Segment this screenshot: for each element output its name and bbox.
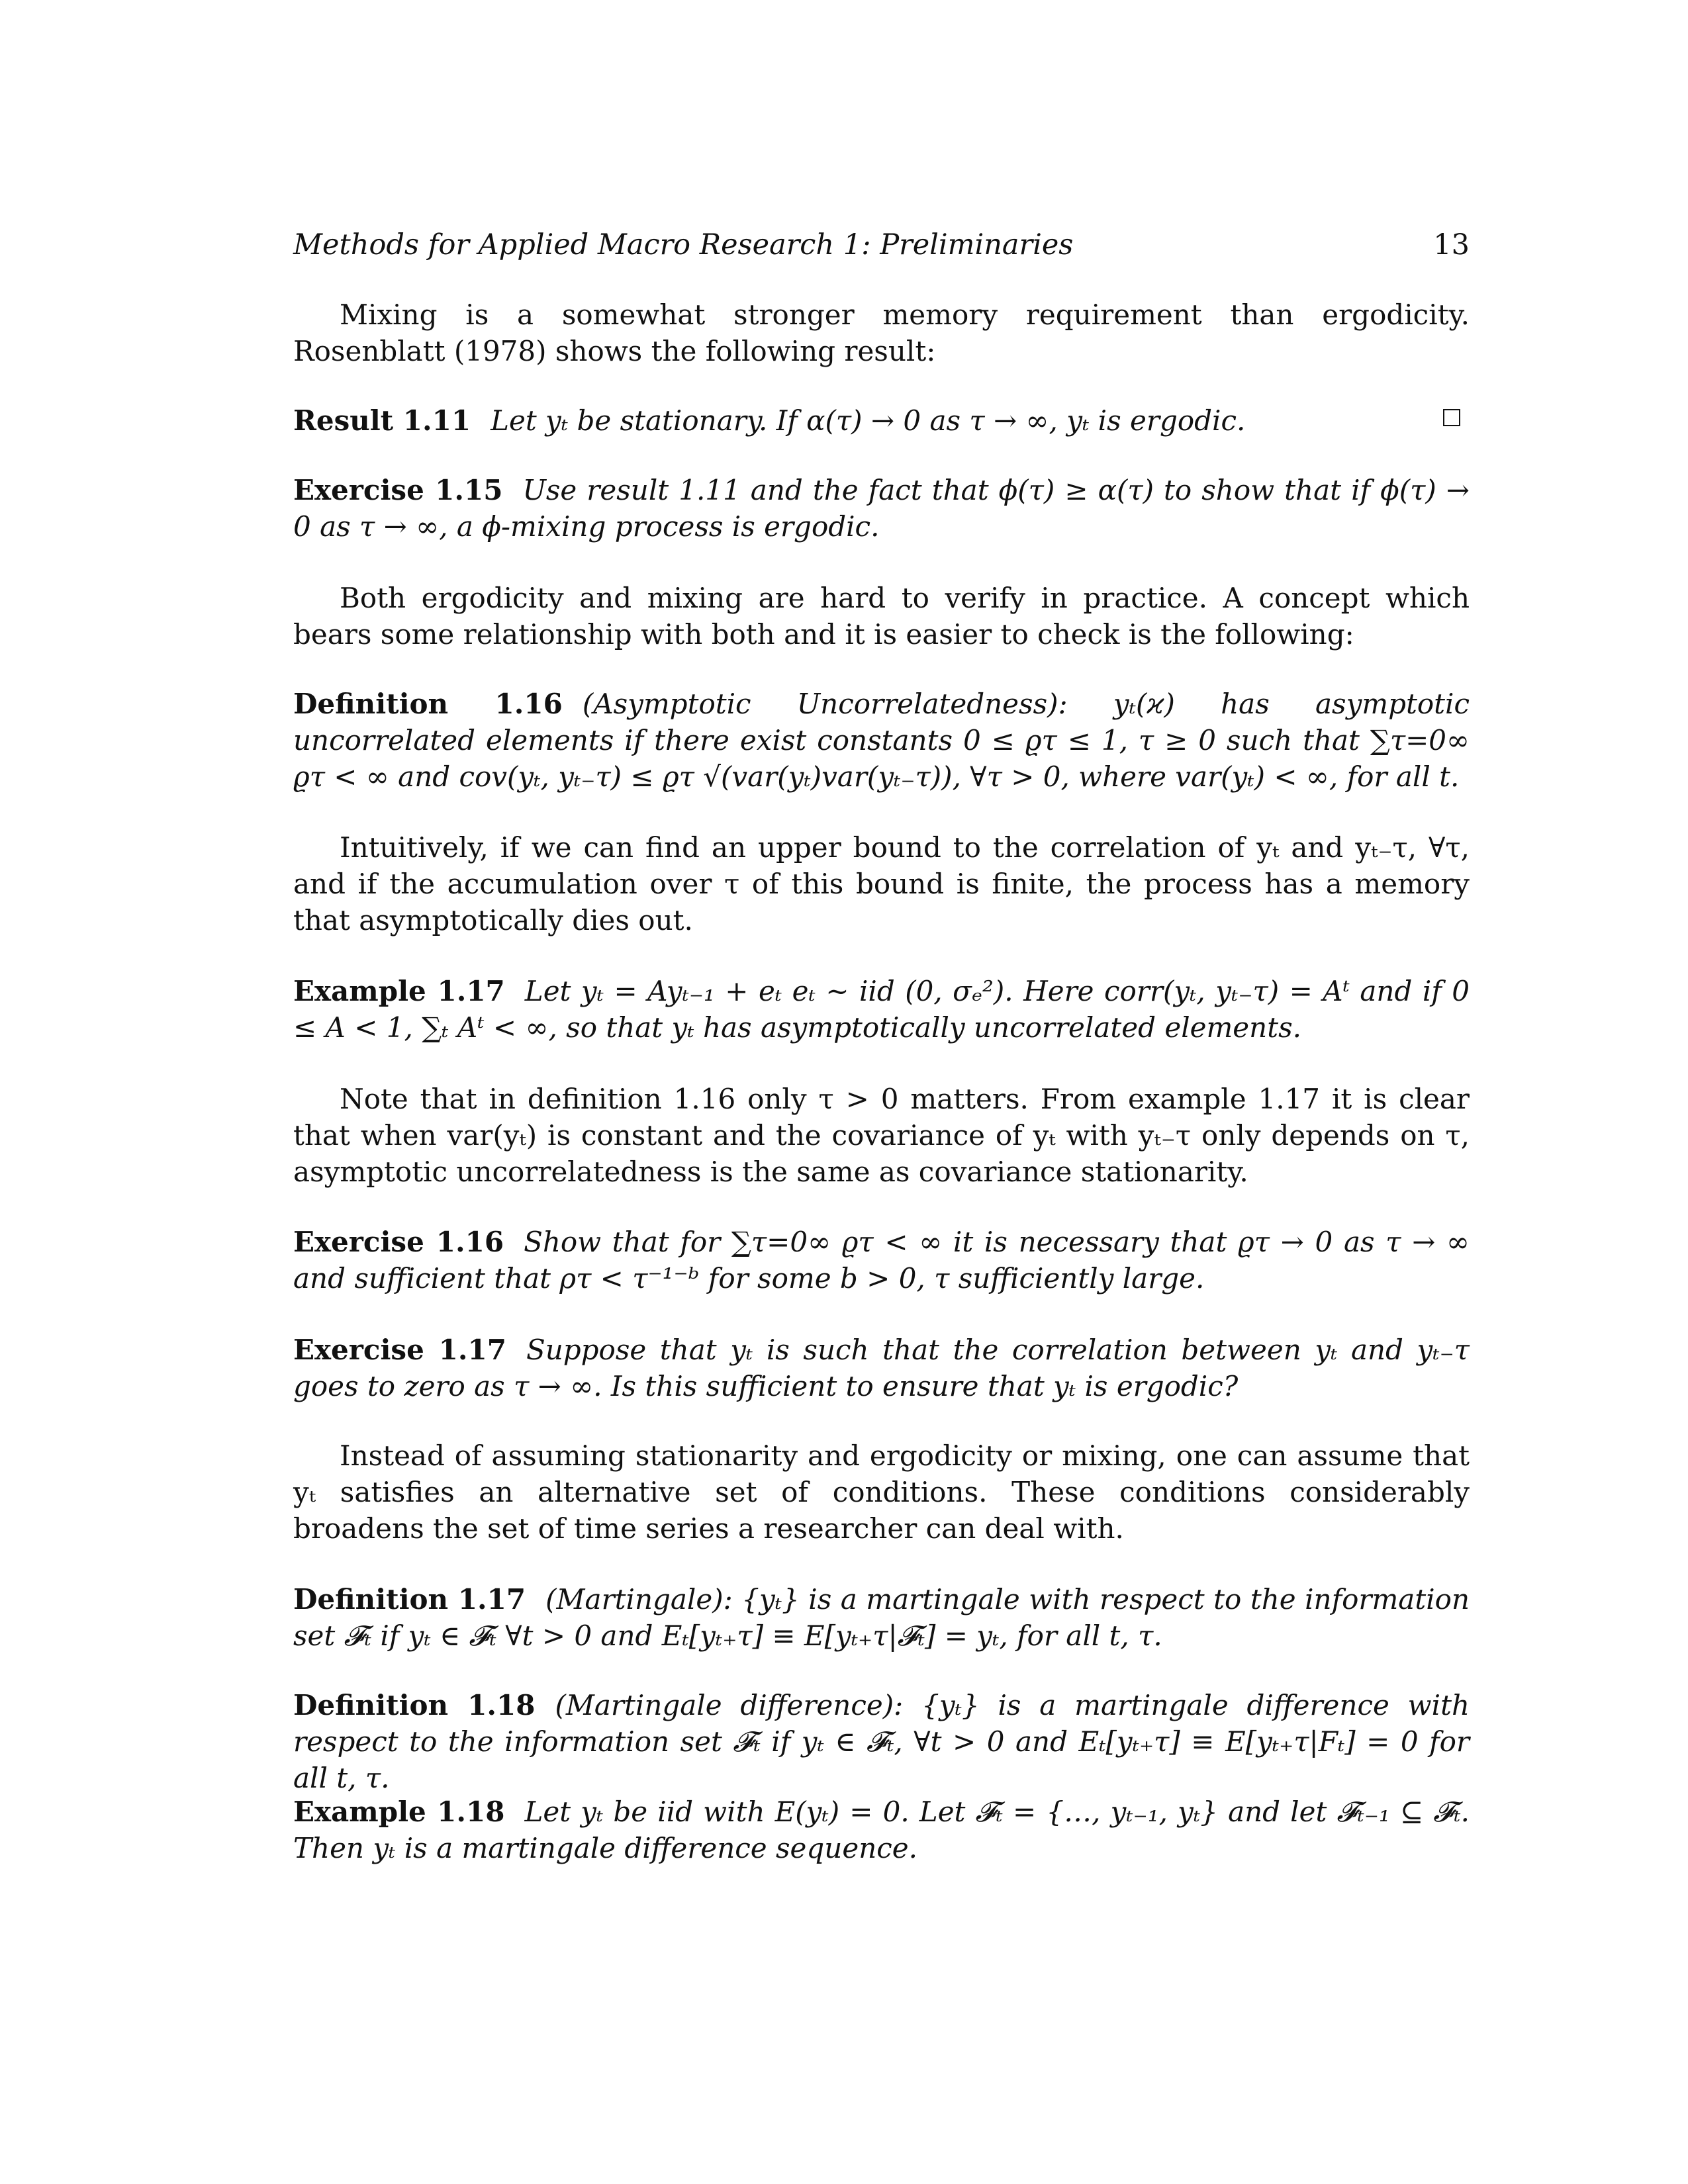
- page-number: 13: [1433, 228, 1470, 261]
- paragraph-text: Both ergodicity and mixing are hard to verify in practice. A concept which bears some relationship with both and it is easier to check is the following:: [293, 582, 1470, 651]
- example-text: Let yₜ be iid with E(yₜ) = 0. Let 𝓕ₜ = {…, yₜ₋₁, yₜ} and let 𝓕ₜ₋₁ ⊆ 𝓕ₜ. Then yₜ is a martingale difference sequence.: [293, 1796, 1470, 1864]
- paragraph-text: Mixing is a somewhat stronger memory requirement than ergodicity. Rosenblatt (1978) shows the following result:: [293, 298, 1470, 367]
- exercise-label: Exercise 1.17: [293, 1334, 506, 1366]
- example-label: Example 1.17: [293, 975, 505, 1007]
- exercise-1-16: [293, 1224, 1470, 1297]
- running-title: Methods for Applied Macro Research 1: Preliminaries: [293, 228, 1074, 261]
- paragraph-intuitively: [293, 829, 1470, 938]
- exercise-text: Use result 1.11 and the fact that ϕ(τ) ≥ α(τ) to show that if ϕ(τ) → 0 as τ → ∞, a ϕ-mixing process is ergodic.: [293, 474, 1470, 543]
- example-1-17: [293, 973, 1470, 1046]
- definition-text: (Martingale): {yₜ} is a martingale with respect to the information set 𝓕ₜ if yₜ ∈ 𝓕ₜ ∀t > 0 and Eₜ[yₜ₊τ] ≡ E[yₜ₊τ|𝓕ₜ] = yₜ, for all t, τ.: [293, 1583, 1470, 1652]
- paragraph-ergodicity: [293, 580, 1470, 653]
- exercise-1-17: [293, 1332, 1470, 1404]
- result-1-11: [293, 402, 1470, 439]
- definition-label: Definition 1.16: [293, 688, 563, 720]
- example-text: Let yₜ = Ayₜ₋₁ + eₜ eₜ ∼ iid (0, σₑ²). Here corr(yₜ, yₜ₋τ) = Aᵗ and if 0 ≤ A < 1, ∑ₜ Aᵗ < ∞, so that yₜ has asymptotically uncorrelated elements.: [293, 975, 1470, 1044]
- paragraph-text: Instead of assuming stationarity and ergodicity or mixing, one can assume that yₜ satisfies an alternative set of conditions. These conditions considerably broadens the set of time series a researcher can deal with.: [293, 1439, 1470, 1545]
- paragraph-mixing: [293, 296, 1470, 369]
- definition-text: (Martingale difference): {yₜ} is a martingale difference with respect to the information set 𝓕ₜ if yₜ ∈ 𝓕ₜ, ∀t > 0 and Eₜ[yₜ₊τ] ≡ E[yₜ₊τ|Fₜ] = 0 for all t, τ.: [293, 1689, 1470, 1794]
- exercise-1-15: [293, 472, 1470, 545]
- exercise-text: Suppose that yₜ is such that the correlation between yₜ and yₜ₋τ goes to zero as τ → ∞. Is this sufficient to ensure that yₜ is ergodic?: [293, 1334, 1470, 1402]
- definition-1-17: [293, 1581, 1470, 1654]
- paragraph-text: Note that in definition 1.16 only τ > 0 matters. From example 1.17 it is clear that when var(yₜ) is constant and the covariance of yₜ with yₜ₋τ only depends on τ, asymptotic uncorrelatedness is the same as covariance stationarity.: [293, 1083, 1470, 1188]
- exercise-label: Exercise 1.15: [293, 474, 503, 506]
- running-header: [293, 225, 1470, 265]
- paragraph-note: [293, 1081, 1470, 1190]
- paragraph-instead: [293, 1437, 1470, 1547]
- result-text: Let yₜ be stationary. If α(τ) → 0 as τ → ∞, yₜ is ergodic.: [491, 404, 1246, 437]
- definition-text: (Asymptotic Uncorrelatedness): yₜ(ϰ) has asymptotic uncorrelated elements if there exist constants 0 ≤ ϱτ ≤ 1, τ ≥ 0 such that ∑τ=0∞ ϱτ < ∞ and cov(yₜ, yₜ₋τ) ≤ ϱτ √(var(yₜ)var(yₜ₋τ)), ∀τ > 0, where var(yₜ) < ∞, for all t.: [293, 688, 1470, 793]
- paragraph-text: Intuitively, if we can find an upper bound to the correlation of yₜ and yₜ₋τ, ∀τ, and if the accumulation over τ of this bound is finite, the process has a memory that asymptotically dies out.: [293, 831, 1470, 936]
- example-1-18: [293, 1794, 1470, 1866]
- exercise-text: Show that for ∑τ=0∞ ϱτ < ∞ it is necessary that ϱτ → 0 as τ → ∞ and sufficient that ρτ < τ⁻¹⁻ᵇ for some b > 0, τ sufficiently large.: [293, 1226, 1470, 1295]
- result-label: Result 1.11: [293, 404, 471, 437]
- definition-1-16: [293, 686, 1470, 795]
- definition-label: Definition 1.18: [293, 1689, 536, 1721]
- example-label: Example 1.18: [293, 1796, 505, 1828]
- qed-square-icon: [1443, 409, 1460, 426]
- definition-label: Definition 1.17: [293, 1583, 526, 1615]
- definition-1-18: [293, 1687, 1470, 1796]
- exercise-label: Exercise 1.16: [293, 1226, 504, 1258]
